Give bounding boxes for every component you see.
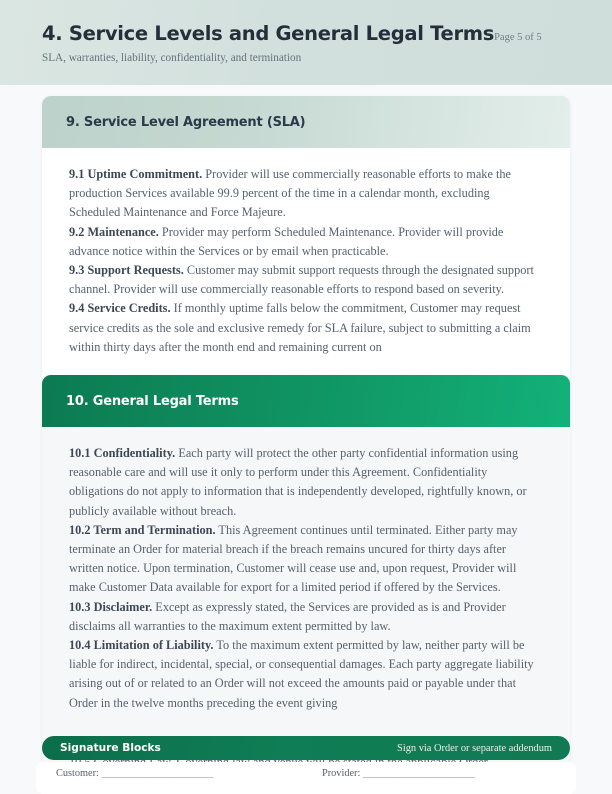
section-heading-legal: 10. General Legal Terms <box>66 393 239 409</box>
section-header-sla <box>42 96 570 148</box>
page-counter: Page 5 of 5 <box>494 32 542 43</box>
signature-fields <box>36 762 576 794</box>
page-title: 4. Service Levels and General Legal Terms <box>42 22 495 45</box>
section-body-sla <box>42 148 570 371</box>
clause-10-2 <box>69 521 543 598</box>
provider-signature-rule: ________________________ <box>362 768 475 779</box>
clause-10-2-number: 10.2 Term and Termination. <box>69 522 216 537</box>
clause-10-1 <box>69 444 543 521</box>
clause-10-2-text: This Agreement continues until terminated. Either party may terminate an Order for material breach if the breach remains uncured for thirty days after written notice. Upon termination, Customer will cease use and, upon request, Provider will make Customer Data available for export for a limited period if offered by the Services. <box>69 522 518 595</box>
clause-9-1-number: 9.1 Uptime Commitment. <box>69 167 203 181</box>
clause-10-4-number: 10.4 Limitation of Liability. <box>69 638 214 653</box>
clause-9-3-number: 9.3 Support Requests. <box>69 263 184 278</box>
provider-signature-field[interactable] <box>306 768 556 779</box>
clause-9-4-text: If monthly uptime falls below the commitment, Customer may request service credits as the sole and exclusive remedy for SLA failure, subject to submitting a claim within thirty days after the month end and remaining current on <box>69 301 531 354</box>
page-subtitle: SLA, warranties, liability, confidentiality, and termination <box>42 52 302 64</box>
provider-signature-label: Provider: <box>322 768 361 779</box>
clause-10-1-number: 10.1 Confidentiality. <box>69 446 176 460</box>
section-header-legal <box>42 375 570 427</box>
clause-10-1-text: Each party will protect the other party confidential information using reasonable care and will use it only to perform under this Agreement. Confidentiality obligations do not apply to information that is independently developed, rightfully known, or publicly available without breach. <box>69 446 527 518</box>
section-body-legal <box>42 427 570 727</box>
page-header <box>0 0 612 85</box>
clause-10-4-text: To the maximum extent permitted by law, neither party will be liable for indirect, incidental, special, or consequential damages. Each party aggregate liability arising out of or related to an Order will not exceed the amounts paid or payable under that Order in the twelve months preceding the event giving <box>69 638 534 710</box>
header-title-row <box>42 22 570 45</box>
customer-signature-field[interactable] <box>56 768 306 779</box>
clause-9-2 <box>69 223 543 261</box>
clause-9-2-number: 9.2 Maintenance. <box>69 224 159 239</box>
customer-signature-rule: ________________________ <box>101 768 214 779</box>
clause-9-4-number: 9.4 Service Credits. <box>69 301 171 316</box>
clause-9-4 <box>69 299 543 357</box>
clause-10-3 <box>69 598 543 636</box>
section-card-sla <box>42 96 570 384</box>
clause-9-3-text: Customer may submit support requests through the designated support channel. Provider will use commercially reasonable efforts to respond based on severity. <box>69 263 534 297</box>
signature-blocks-bar <box>42 736 570 760</box>
signature-blocks-note: Sign via Order or separate addendum <box>397 742 552 754</box>
clause-9-3 <box>69 261 543 299</box>
clause-9-1-text: Provider will use commercially reasonable efforts to make the production Services available 99.9 percent of the time in a calendar month, excluding Scheduled Maintenance and Force Majeure. <box>69 167 512 220</box>
signature-blocks-title: Signature Blocks <box>60 742 161 754</box>
clause-9-1 <box>69 165 543 223</box>
section-card-legal <box>42 375 570 765</box>
clause-9-2-text: Provider may perform Scheduled Maintenance. Provider will provide advance notice within the Services or by email when practicable. <box>69 224 504 258</box>
clause-10-3-number: 10.3 Disclaimer. <box>69 599 153 614</box>
customer-signature-label: Customer: <box>56 768 99 779</box>
section-heading-sla: 9. Service Level Agreement (SLA) <box>66 114 306 130</box>
clause-10-3-text: Except as expressly stated, the Services are provided as is and Provider disclaims all warranties to the maximum extent permitted by law. <box>69 599 506 633</box>
clause-10-4 <box>69 636 543 713</box>
